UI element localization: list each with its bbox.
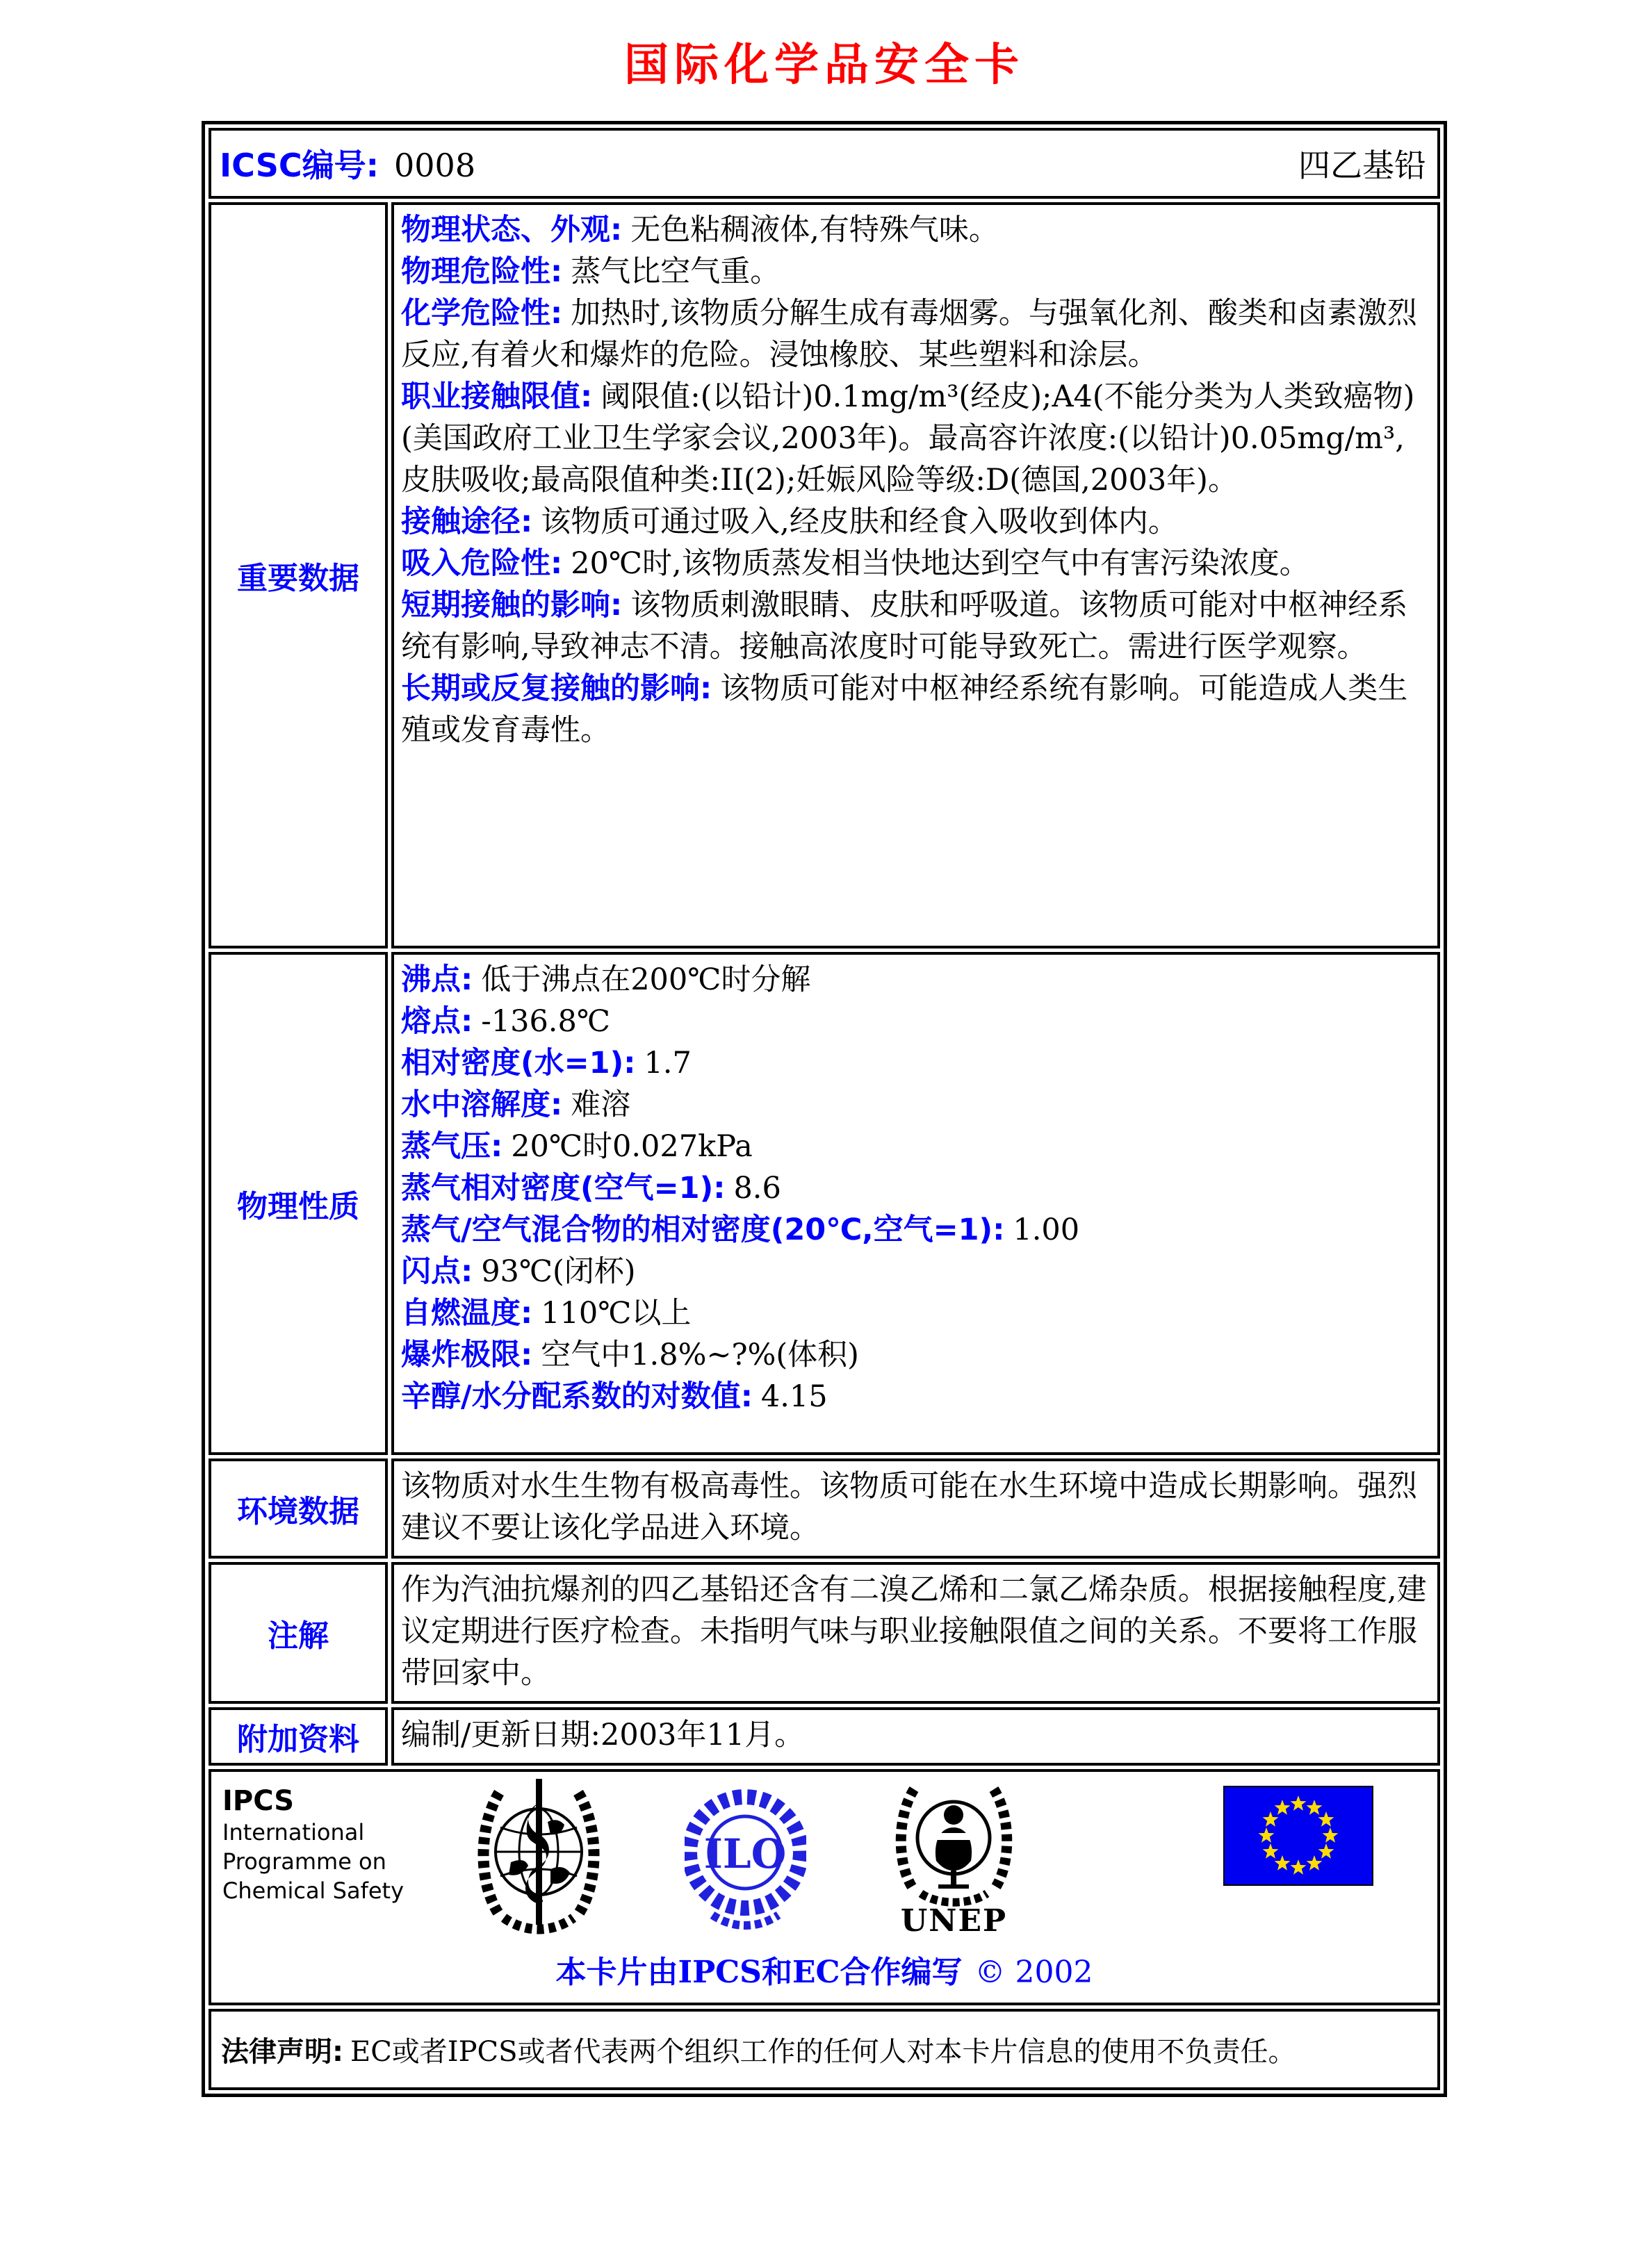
environment-section-label: 环境数据 [209, 1458, 388, 1559]
property-line [401, 1001, 1428, 1042]
property-line [401, 1042, 1428, 1084]
page-title: 国际化学品安全卡 [624, 40, 1024, 91]
property-label: 化学危险性: [401, 296, 563, 331]
property-value: 8.6 [733, 1171, 781, 1206]
property-value: 4.15 [760, 1379, 828, 1414]
property-value: 空气中1.8%~?%(体积) [541, 1338, 859, 1372]
important-data-section-label: 重要数据 [209, 202, 388, 948]
property-line [401, 376, 1428, 501]
property-label: 蒸气相对密度(空气=1): [401, 1171, 726, 1206]
icsc-number-value: 0008 [394, 147, 476, 184]
ipcs-subtitle-line: Chemical Safety [222, 1877, 404, 1904]
property-line [401, 1209, 1428, 1251]
header-row [209, 128, 1440, 199]
chemical-name: 四乙基铅 [1298, 147, 1426, 184]
environment-data-row [209, 1458, 1440, 1559]
property-value: 加热时,该物质分解生成有毒烟雾。与强氧化剂、酸类和卤素激烈反应,有着火和爆炸的危险。浸蚀橡胶、某些塑料和涂层。 [401, 296, 1417, 372]
property-label: 闪点: [401, 1254, 473, 1289]
legal-notice-label: 法律声明: [221, 2036, 343, 2068]
environment-text: 该物质对水生生物有极高毒性。该物质可能在水生环境中造成长期影响。强烈建议不要让该化学品进入环境。 [401, 1469, 1417, 1545]
legal-cell [209, 2009, 1440, 2090]
notes-section-label: 注解 [209, 1562, 388, 1704]
property-line [401, 209, 1428, 251]
eu-flag-icon [1223, 1786, 1373, 1886]
property-value: 20℃时0.027kPa [511, 1129, 753, 1164]
unep-logo-block [893, 1779, 1015, 1937]
ipcs-title: IPCS [222, 1785, 295, 1817]
property-label: 水中溶解度: [401, 1087, 563, 1122]
property-label: 吸入危险性: [401, 546, 563, 581]
property-label: 自燃温度: [401, 1296, 533, 1331]
property-line [401, 1334, 1428, 1376]
property-line [401, 251, 1428, 293]
property-value: 低于沸点在200℃时分解 [481, 962, 811, 997]
property-line [401, 501, 1428, 543]
caption-text: 本卡片由IPCS和EC合作编写 [555, 1955, 963, 1990]
footer-row [209, 1769, 1440, 2005]
additional-info-row [209, 1707, 1440, 1766]
property-line [401, 1084, 1428, 1126]
property-value: 1.7 [644, 1046, 692, 1080]
unep-logo-icon [893, 1779, 1015, 1907]
property-value: 无色粘稠液体,有特殊气味。 [630, 213, 999, 247]
physical-properties-content [391, 952, 1440, 1455]
property-label: 相对密度(水=1): [401, 1046, 636, 1080]
notes-content [391, 1562, 1440, 1704]
notes-row [209, 1562, 1440, 1704]
icsc-number-label: ICSC编号: [220, 147, 379, 184]
who-logo-icon [473, 1779, 605, 1942]
property-label: 蒸气压: [401, 1129, 503, 1164]
property-label: 沸点: [401, 962, 473, 997]
property-line [401, 1376, 1428, 1418]
property-label: 长期或反复接触的影响: [401, 671, 712, 706]
icsc-number-group [220, 140, 475, 186]
property-label: 物理危险性: [401, 254, 563, 289]
environment-content [391, 1458, 1440, 1559]
property-value: 20℃时,该物质蒸发相当快地达到空气中有害污染浓度。 [571, 546, 1309, 581]
property-label: 短期接触的影响: [401, 588, 623, 623]
ipcs-text-block [222, 1784, 431, 1905]
property-value: -136.8℃ [481, 1004, 610, 1039]
icsc-card-table [202, 121, 1447, 2097]
property-line [401, 584, 1428, 668]
property-value: 93℃(闭杯) [481, 1254, 636, 1289]
property-value: 110℃以上 [541, 1296, 692, 1331]
property-value: 难溶 [571, 1087, 631, 1122]
unep-label: UNEP [900, 1903, 1008, 1939]
additional-info-text: 编制/更新日期:2003年11月。 [401, 1718, 805, 1752]
footer-caption [222, 1947, 1426, 1991]
icsc-page [202, 29, 1447, 2097]
additional-info-content [391, 1707, 1440, 1766]
legal-row [209, 2009, 1440, 2090]
ipcs-subtitle-line: Programme on [222, 1848, 386, 1875]
property-value: 蒸气比空气重。 [571, 254, 781, 289]
property-line [401, 1167, 1428, 1209]
property-line [401, 1126, 1428, 1167]
copyright-text: © 2002 [974, 1955, 1093, 1990]
property-line [401, 1251, 1428, 1292]
footer-cell [209, 1769, 1440, 2005]
property-line [401, 668, 1428, 751]
svg-text:ILO: ILO [703, 1830, 787, 1877]
physical-properties-row [209, 952, 1440, 1455]
legal-notice-text: EC或者IPCS或者代表两个组织工作的任何人对本卡片信息的使用不负责任。 [350, 2036, 1296, 2068]
property-value: 该物质可能对中枢神经系统有影响。可能造成人类生殖或发育毒性。 [401, 671, 1408, 748]
property-line [401, 543, 1428, 584]
property-label: 蒸气/空气混合物的相对密度(20℃,空气=1): [401, 1213, 1005, 1247]
property-line [401, 293, 1428, 376]
important-data-content [391, 202, 1440, 948]
property-label: 物理状态、外观: [401, 213, 623, 247]
additional-info-section-label: 附加资料 [209, 1707, 388, 1766]
important-data-row [209, 202, 1440, 948]
property-value: 1.00 [1013, 1213, 1080, 1247]
property-value: 该物质刺激眼睛、皮肤和呼吸道。该物质可能对中枢神经系统有影响,导致神志不清。接触高浓度时可能导致死亡。需进行医学观察。 [401, 588, 1408, 664]
notes-text: 作为汽油抗爆剂的四乙基铅还含有二溴乙烯和二氯乙烯杂质。根据接触程度,建议定期进行医疗检查。未指明气味与职业接触限值之间的关系。不要将工作服带回家中。 [401, 1572, 1427, 1691]
property-label: 接触途径: [401, 504, 533, 539]
property-value: 该物质可通过吸入,经皮肤和经食入吸收到体内。 [541, 504, 1178, 539]
property-label: 爆炸极限: [401, 1338, 533, 1372]
header-cell [209, 128, 1440, 199]
property-label: 辛醇/水分配系数的对数值: [401, 1379, 753, 1414]
property-line [401, 1292, 1428, 1334]
property-label: 熔点: [401, 1004, 473, 1039]
ilo-logo-icon [685, 1783, 806, 1932]
physical-properties-section-label: 物理性质 [209, 952, 388, 1455]
property-label: 职业接触限值: [401, 379, 593, 414]
property-line [401, 959, 1428, 1001]
ipcs-subtitle-line: International [222, 1819, 365, 1846]
property-value: 阈限值:(以铅计)0.1mg/m³(经皮);A4(不能分类为人类致癌物)(美国政府工业卫生学家会议,2003年)。最高容许浓度:(以铅计)0.05mg/m³,皮肤吸收;最高限值种类:II(2);妊娠风险等级:D(德国,2003年)。 [401, 379, 1415, 498]
